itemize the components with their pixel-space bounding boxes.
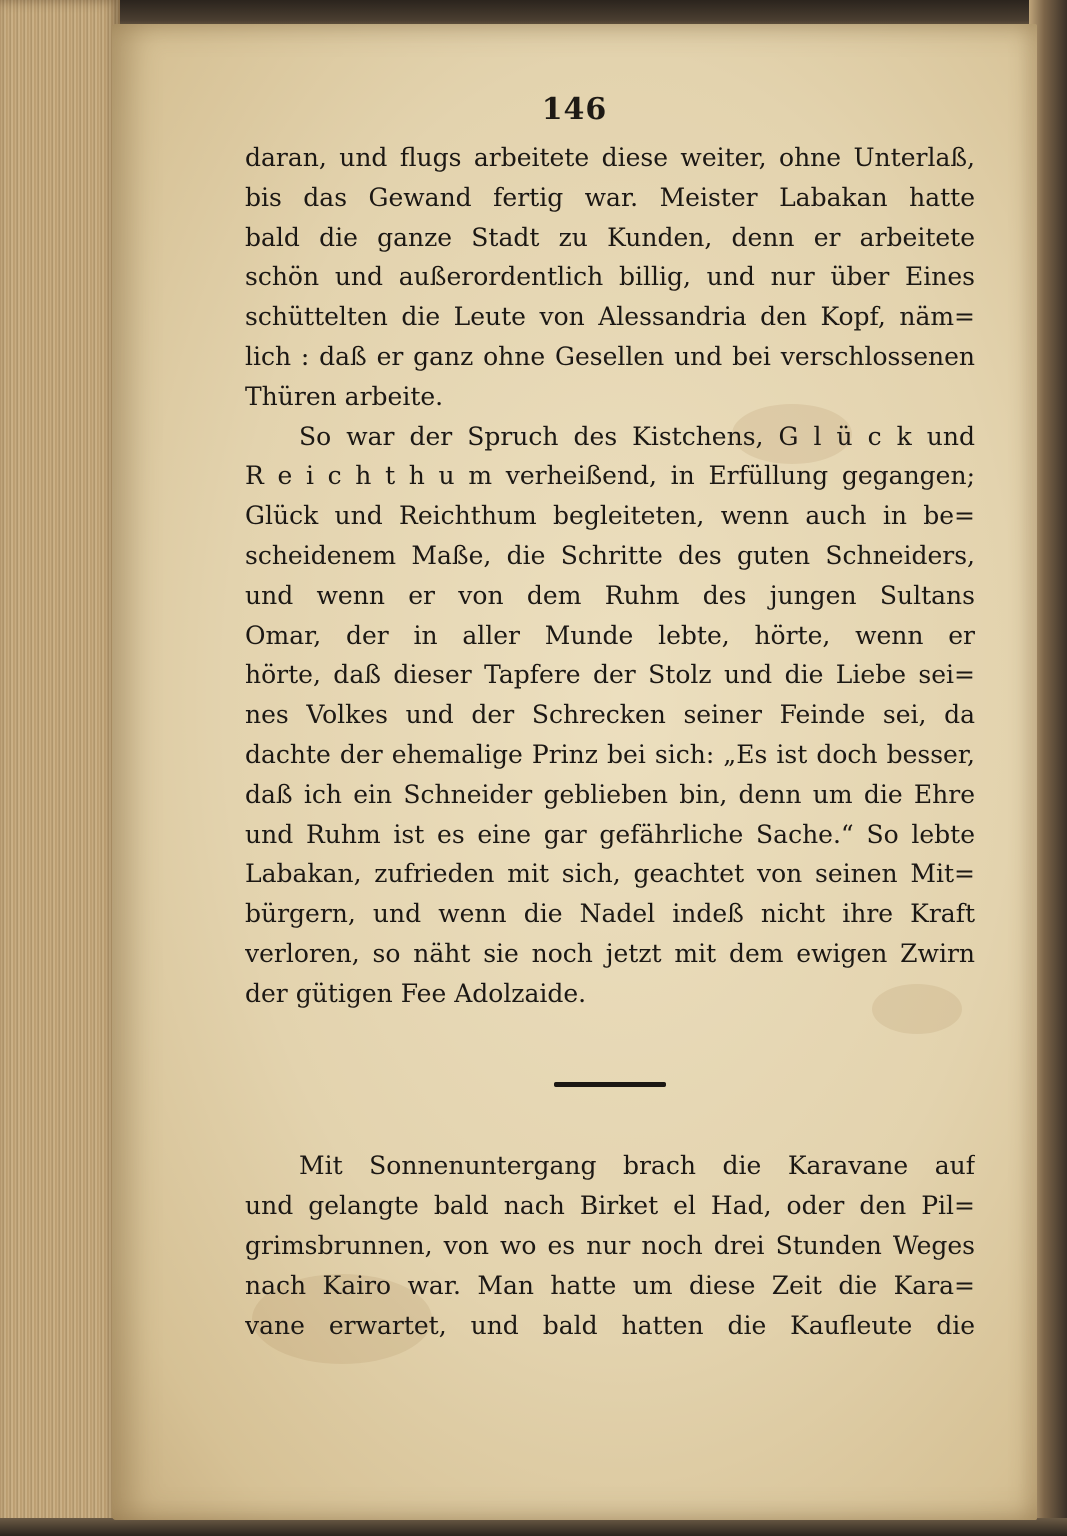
text-line: Glück und Reichthum begleiteten, wenn auch in be= [245,501,975,531]
text-line: Mit Sonnenuntergang brach die Karavane auf [299,1151,975,1180]
text-line: Labakan, zufrieden mit sich, geachtet von seinen Mit= [245,859,975,889]
text-line: und Ruhm ist es eine gar gefährliche Sache.“ So lebte [245,819,975,849]
book-page [112,24,1037,1520]
body-text-lower [245,1146,975,1346]
text-line: bis das Gewand fertig war. Meister Labakan hatte [245,182,975,212]
text-line: Omar, der in aller Munde lebte, hörte, wenn er [245,620,975,650]
book-bottom-edge [0,1518,1067,1536]
text-line: bürgern, und wenn die Nadel indeß nicht ihre Kraft [245,899,975,929]
text-line: der gütigen Fee Adolzaide. [245,978,587,1008]
text-line: dachte der ehemalige Prinz bei sich: „Es ist doch besser, [245,739,975,769]
text-line: Thüren arbeite. [245,381,444,411]
text-line: So war der Spruch des Kistchens, G l ü c k und [299,421,975,451]
text-line: schön und außerordentlich billig, und nur über Eines [245,262,975,292]
text-line: und gelangte bald nach Birket el Had, oder den Pil= [245,1191,975,1220]
text-line: nach Kairo war. Man hatte um diese Zeit die Kara= [245,1271,975,1300]
text-line: verloren, so näht sie noch jetzt mit dem ewigen Zwirn [245,938,975,968]
text-line: hörte, daß dieser Tapfere der Stolz und die Liebe sei= [245,660,975,690]
text-line: lich : daß er ganz ohne Gesellen und bei verschlossenen [245,341,975,371]
text-line: daß ich ein Schneider geblieben bin, denn um die Ehre [245,779,975,809]
text-line: schüttelten die Leute von Alessandria den Kopf, näm= [245,302,975,332]
text-line: und wenn er von dem Ruhm des jungen Sultans [245,580,975,610]
text-line: R e i c h t h u m verheißend, in Erfüllung gegangen; [245,461,975,491]
text-line: bald die ganze Stadt zu Kunden, denn er arbeitete [245,222,975,252]
text-line: scheidenem Maße, die Schritte des guten Schneiders, [245,540,975,570]
text-line: vane erwartet, und bald hatten die Kaufleute die [245,1311,975,1340]
section-divider [554,1082,666,1087]
body-text-upper [245,138,975,1014]
text-line: nes Volkes und der Schrecken seiner Feinde sei, da [245,700,975,730]
page-number: 146 [541,92,608,127]
text-line: grimsbrunnen, von wo es nur noch drei Stunden Weges [245,1231,975,1260]
text-line: daran, und flugs arbeitete diese weiter, ohne Unterlaß, [245,143,975,172]
book-page-stack [0,0,120,1536]
